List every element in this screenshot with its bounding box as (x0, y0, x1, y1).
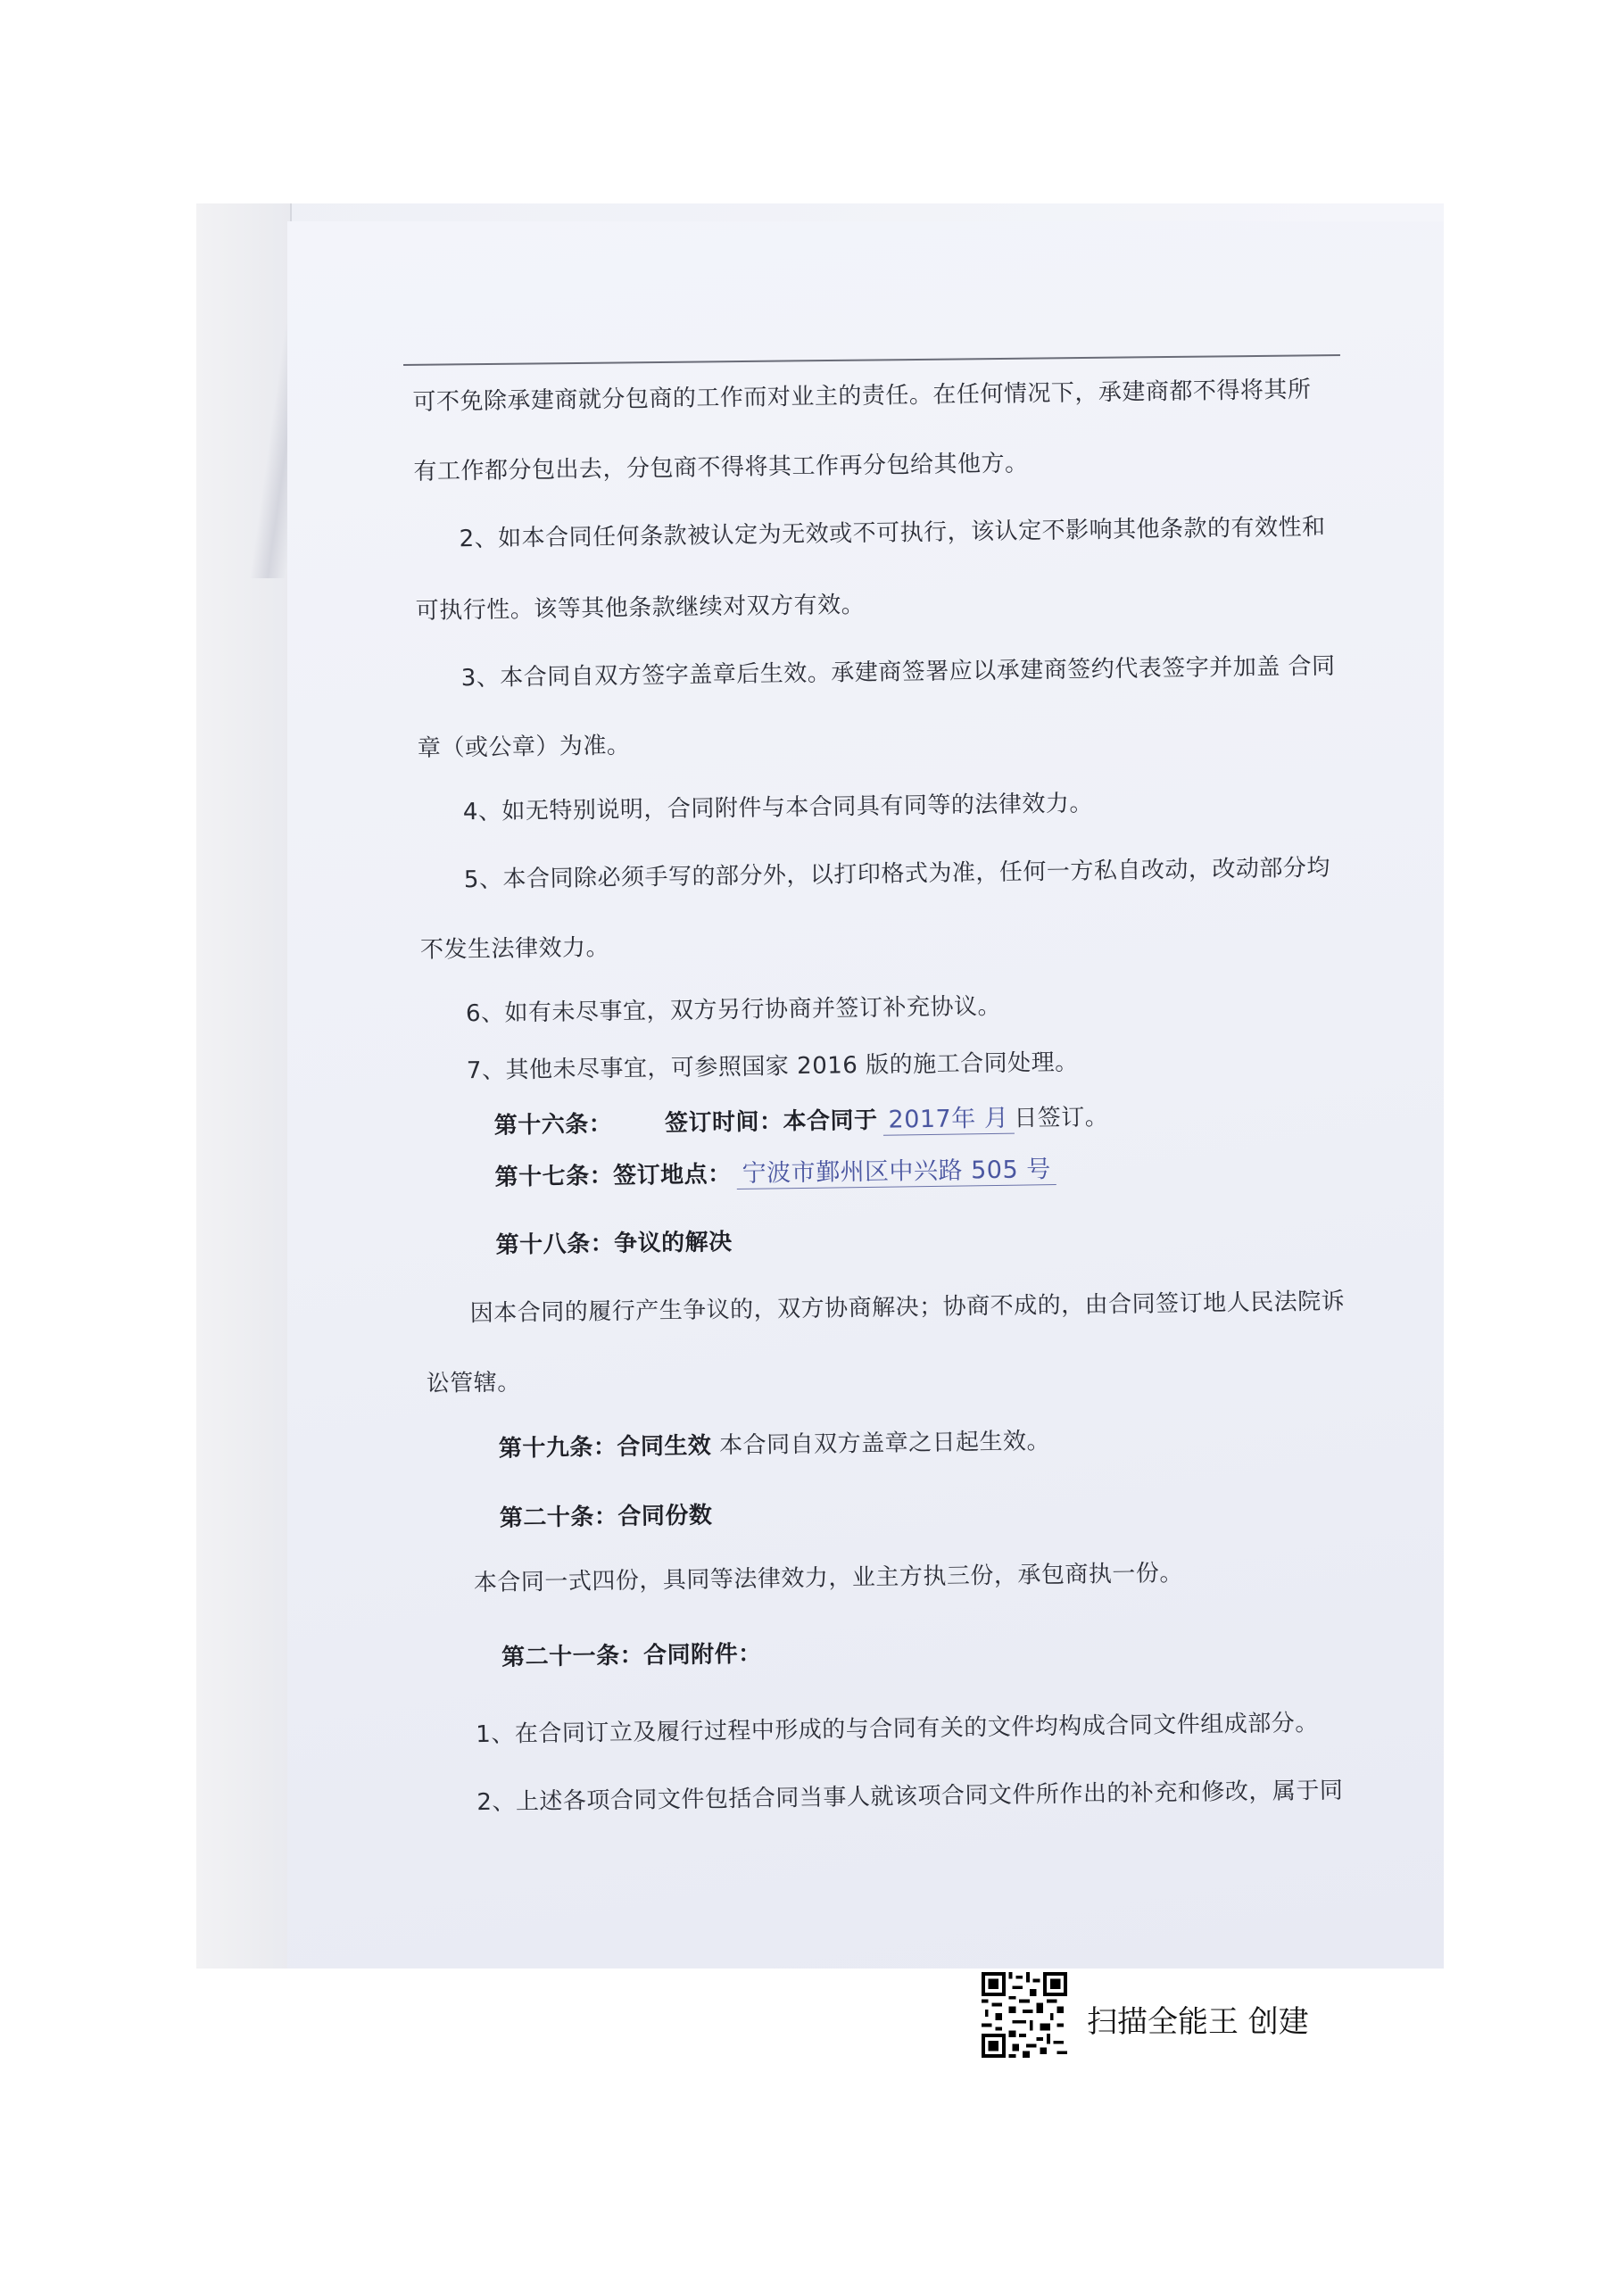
article-21-heading: 第二十一条：合同附件： (501, 1640, 762, 1671)
text-line: 可不免除承建商就分包商的工作而对业主的责任。在任何情况下，承建商都不得将其所 (412, 376, 1312, 416)
text-line: 7、其他未尽事宜，可参照国家 2016 版的施工合同处理。 (466, 1049, 1079, 1085)
text-line: 3、本合同自双方签字盖章后生效。承建商签署应以承建商签约代表签字并加盖 合同 (460, 652, 1336, 692)
article-19-body: 本合同自双方盖章之日起生效。 (711, 1428, 1051, 1460)
article-17 (494, 1149, 1056, 1193)
scanned-photo (196, 203, 1444, 1969)
text-line: 本合同一式四份，具同等法律效力，业主方执三份，承包商执一份。 (473, 1560, 1184, 1597)
text-line: 5、本合同除必须手写的部分外，以打印格式为准，任何一方私自改动，改动部分均 (463, 854, 1331, 894)
scanner-watermark (982, 1972, 1446, 2070)
text-line: 1、在合同订立及履行过程中形成的与合同有关的文件均构成合同文件组成部分。 (476, 1709, 1319, 1749)
text-line: 4、如无特别说明，合同附件与本合同具有同等的法律效力。 (462, 790, 1094, 826)
document-page (287, 221, 1444, 1969)
header-rule (403, 354, 1340, 366)
text-line: 可执行性。该等其他条款继续对双方有效。 (415, 591, 866, 625)
text-line: 讼管辖。 (426, 1369, 522, 1397)
article-16-suffix: 日签订。 (1014, 1104, 1109, 1132)
text-line: 2、如本合同任何条款被认定为无效或不可执行，该认定不影响其他条款的有效性和 (459, 513, 1326, 553)
text-line: 因本合同的履行产生争议的，双方协商解决；协商不成的，由合同签订地人民法院诉 (469, 1288, 1346, 1328)
watermark-label: 扫描全能王 创建 (1087, 2004, 1309, 2040)
article-18-heading: 第十八条：争议的解决 (495, 1229, 733, 1259)
text-line: 章（或公章）为准。 (417, 732, 631, 762)
handwritten-date: 2017年 月 (882, 1098, 1014, 1136)
contract-text (412, 359, 1429, 1817)
article-19 (499, 1422, 1051, 1463)
article-20-heading: 第二十条：合同份数 (499, 1502, 713, 1532)
qr-code-icon (982, 1972, 1067, 2058)
text-line: 2、上述各项合同文件包括合同当事人就该项合同文件所作出的补充和修改，属于同 (476, 1777, 1344, 1817)
handwritten-location: 宁波市鄞州区中兴路 505 号 (736, 1149, 1056, 1189)
text-line: 不发生法律效力。 (419, 933, 610, 964)
article-16-label: 签订时间：本合同于 (664, 1107, 878, 1138)
article-16 (493, 1097, 1108, 1141)
text-line: 6、如有未尽事宜，双方另行协商并签订补充协议。 (465, 992, 1002, 1028)
article-16-heading: 第十六条： (493, 1110, 613, 1140)
article-17-label: 第十七条：签订地点： (494, 1161, 732, 1191)
text-line: 有工作都分包出去，分包商不得将其工作再分包给其他方。 (413, 450, 1029, 485)
article-19-heading: 第十九条：合同生效 (498, 1432, 712, 1463)
